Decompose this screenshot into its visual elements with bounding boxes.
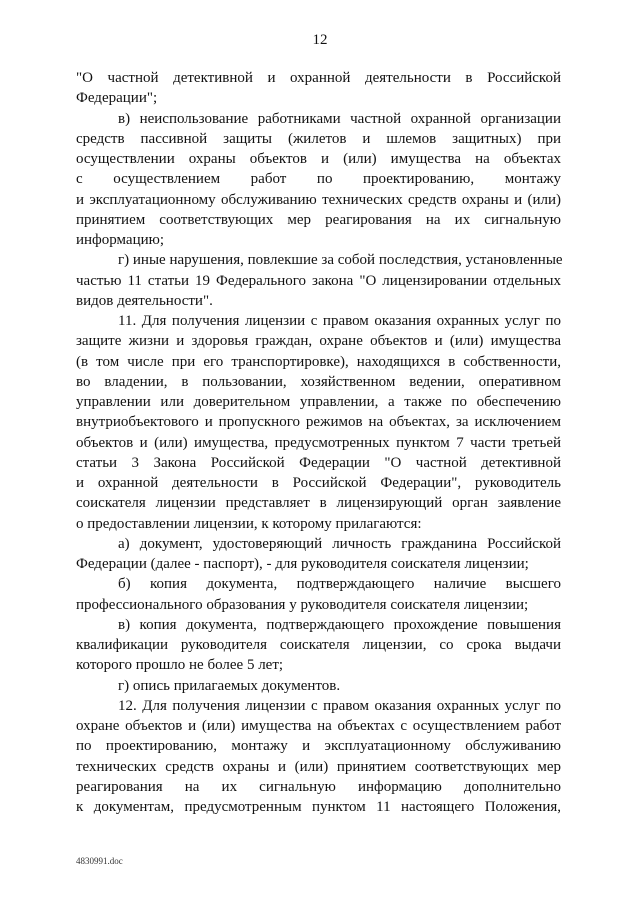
text-line: осуществлении охраны объектов и (или) имущества на объектах (76, 151, 561, 167)
document-body (76, 68, 561, 817)
text-line: профессионального образования у руководителя соискателя лицензии; (76, 596, 529, 613)
text-line: а) документ, удостоверяющий личность гражданина Российской (118, 535, 561, 552)
text-line: принятием соответствующих мер реагирования на их сигнальную (76, 211, 561, 228)
text-line: в) неиспользование работниками частной охранной организации (118, 110, 561, 127)
text-line: информацию; (76, 232, 165, 248)
text-line: 12. Для получения лицензии с правом оказания охранных услуг по (118, 697, 561, 714)
text-line: 11. Для получения лицензии с правом оказания охранных услуг по (118, 313, 561, 329)
text-line: охране объектов и (или) имущества на объектах с осуществлением работ (76, 718, 561, 734)
text-line: статьи 3 Закона Российской Федерации "О частной детективной (76, 454, 561, 471)
text-line: Федерации (далее - паспорт), - для руководителя соискателя лицензии; (76, 556, 529, 572)
text-line: реагирования на их сигнальную информацию дополнительно (76, 778, 561, 795)
text-line: и эксплуатационному обслуживанию технических средств охраны и (или) (76, 191, 561, 208)
text-line: г) опись прилагаемых документов. (118, 677, 341, 694)
text-line: "О частной детективной и охранной деятельности в Российской (76, 70, 561, 86)
text-line: с осуществлением работ по проектированию, монтажу (76, 171, 561, 188)
text-line: объектов и (или) имущества, предусмотренных пунктом 7 части третьей (76, 434, 561, 451)
text-line: которого прошло не более 5 лет; (76, 657, 284, 674)
text-line: соискателя лицензии представляет в лицензирующий орган заявление (76, 495, 561, 512)
text-line: внутриобъектового и пропускного режимов на объектах, за исключением (76, 414, 561, 431)
text-line: средств пассивной защиты (жилетов и шлемов защитных) при (76, 130, 561, 147)
text-line: по проектированию, монтажу и эксплуатационному обслуживанию (76, 738, 561, 755)
text-line: управлении или доверительном управлении, а также по обеспечению (76, 394, 561, 410)
text-line: о предоставлении лицензии, к которому прилагаются: (76, 515, 422, 532)
page-number: 12 (312, 32, 328, 48)
text-line: частью 11 статьи 19 Федерального закона "О лицензировании отдельных (76, 272, 561, 289)
text-line: в) копия документа, подтверждающего прохождение повышения (118, 616, 561, 633)
text-line: технических средств охраны и (или) принятием соответствующих мер (76, 758, 561, 775)
text-line: во владении, в пользовании, хозяйственном ведении, оперативном (76, 373, 561, 390)
text-line: к документам, предусмотренным пунктом 11 настоящего Положения, (76, 799, 561, 815)
text-line: квалификации руководителя соискателя лицензии, со срока выдачи (76, 637, 561, 653)
text-line: видов деятельности". (76, 292, 213, 309)
text-line: г) иные нарушения, повлекшие за собой последствия, установленные (118, 252, 563, 269)
text-line: защите жизни и здоровья граждан, охране объектов и (или) имущества (76, 333, 561, 350)
text-line: (в том числе при его транспортировке), находящихся в собственности, (76, 353, 561, 370)
text-line: Федерации"; (76, 90, 158, 107)
file-name-footer: 4830991.doc (76, 856, 123, 866)
text-line: б) копия документа, подтверждающего наличие высшего (118, 576, 561, 593)
text-line: и охранной деятельности в Российской Федерации", руководитель (76, 475, 561, 491)
